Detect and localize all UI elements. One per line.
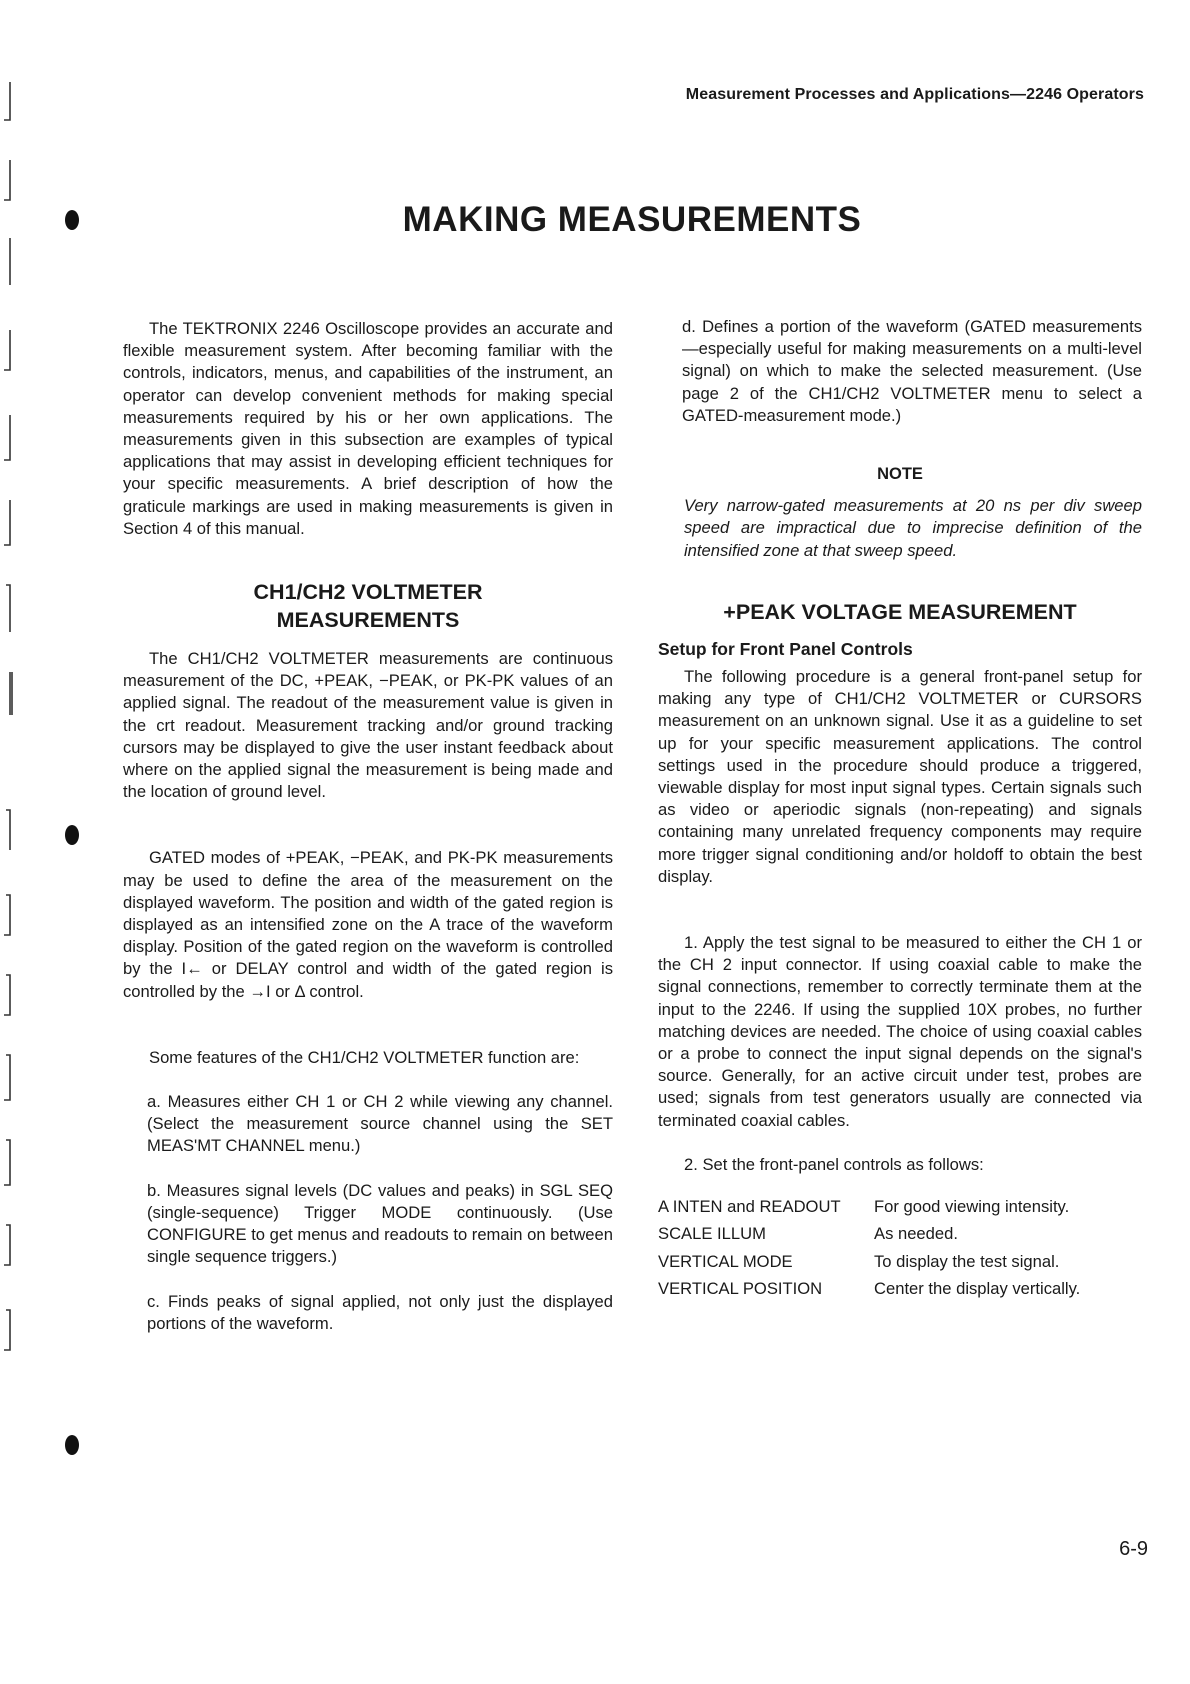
peak-voltage-heading: +PEAK VOLTAGE MEASUREMENT <box>723 599 1077 624</box>
settings-control: A INTEN and READOUT <box>658 1197 841 1217</box>
feature-item-d: d. Defines a portion of the waveform (GATED measurements—especially useful for making measurements on a multi-level signal) on which to make the selected measurement. (Use page 2 of the CH1/CH2 VOLTMETER menu to select a GATED-measurement mode.) <box>682 317 1142 425</box>
step-1: 1. Apply the test signal to be measured to either the CH 1 or the CH 2 input connector. If using coaxial cable to make the signal connections, remember to correctly terminate them at the input to the 2246. If using the supplied 10X probes, no further matching devices are needed. The choice of using coaxial cables or a probe to connect the input signal depends on the signal's source. Generally, for an active circuit under test, probes are used; signals from test generators usually are connected via terminated coaxial cables. <box>658 933 1142 1130</box>
gated-modes-paragraph: GATED modes of +PEAK, −PEAK, and PK-PK measurements may be used to define the area of the measurement on the displayed waveform. The position and width of the gated region is displayed as an intensified zone on the A trace of the waveform display. Position of the gated region on the waveform is controlled by the I← or DELAY control and width of the gated region is controlled by the →I or Δ control. <box>123 848 613 1001</box>
settings-control: VERTICAL POSITION <box>658 1278 823 1298</box>
features-intro-paragraph: Some features of the CH1/CH2 VOLTMETER function are: <box>149 1047 580 1067</box>
left-column <box>123 318 613 1335</box>
settings-value: To display the test signal. <box>874 1251 1060 1271</box>
settings-value: Center the display vertically. <box>874 1278 1081 1298</box>
page-number: 6-9 <box>1119 1538 1148 1560</box>
binder-edge-marks <box>0 0 90 1684</box>
settings-value: For good viewing intensity. <box>874 1197 1070 1217</box>
settings-control: SCALE ILLUM <box>658 1224 766 1244</box>
voltmeter-heading-line1: CH1/CH2 VOLTMETER <box>253 580 483 605</box>
note-body: Very narrow-gated measurements at 20 ns per div sweep speed are impractical due to imprecise definition of the intensified zone at that sweep speed. <box>684 496 1142 560</box>
feature-item-c: c. Finds peaks of signal applied, not only just the displayed portions of the waveform. <box>147 1291 613 1333</box>
intro-paragraph: The TEKTRONIX 2246 Oscilloscope provides an accurate and flexible measurement system. After becoming familiar with the controls, indicators, menus, and capabilities of the instrument, an operator can develop convenient methods for making special measurements required by his or her own applications. The measurements given in this subsection are examples of typical applications that may assist in developing efficient techniques for your specific measurements. A brief description of how the graticule markings are used in making measurements is given in Section 4 of this manual. <box>123 319 613 538</box>
step-2: 2. Set the front-panel controls as follows: <box>684 1154 984 1174</box>
voltmeter-heading-line2: MEASUREMENTS <box>276 608 460 633</box>
settings-value: As needed. <box>874 1224 958 1244</box>
running-head: Measurement Processes and Applications—2246 Operators <box>685 86 1144 103</box>
feature-item-b: b. Measures signal levels (DC values and peaks) in SGL SEQ (single-sequence) Trigger MODE continuously. (Use CONFIGURE to get menus and readouts to remain on between single sequence triggers.) <box>147 1180 613 1267</box>
page-title: MAKING MEASUREMENTS <box>402 200 862 239</box>
setup-paragraph: The following procedure is a general front-panel setup for making any type of CH1/CH2 VOLTMETER or CURSORS measurement on an unknown signal. Use it as a guideline to set up for your specific measurement applications. The control settings used in the procedure should produce a triggered, viewable display for most input signal types. Certain signals such as video or aperiodic signals (non-repeating) and signals containing many unrelated frequency components may require more trigger signal conditioning and/or holdoff to obtain the best display. <box>658 667 1142 886</box>
note-label: NOTE <box>877 465 923 484</box>
settings-control: VERTICAL MODE <box>658 1251 793 1271</box>
settings-table <box>658 1196 1142 1300</box>
setup-subheading: Setup for Front Panel Controls <box>658 638 913 659</box>
right-column <box>658 316 1142 1300</box>
voltmeter-heading <box>123 578 613 634</box>
voltmeter-paragraph: The CH1/CH2 VOLTMETER measurements are continuous measurement of the DC, +PEAK, −PEAK, or PK-PK values of an applied signal. The readout of the measurement value is given in the crt readout. Measurement tracking and/or ground tracking cursors may be displayed to give the user instant feedback about where on the applied signal the measurement is being made and the location of ground level. <box>123 649 613 802</box>
feature-item-a: a. Measures either CH 1 or CH 2 while viewing any channel. (Select the measurement source channel using the SET MEAS'MT CHANNEL menu.) <box>147 1092 613 1156</box>
